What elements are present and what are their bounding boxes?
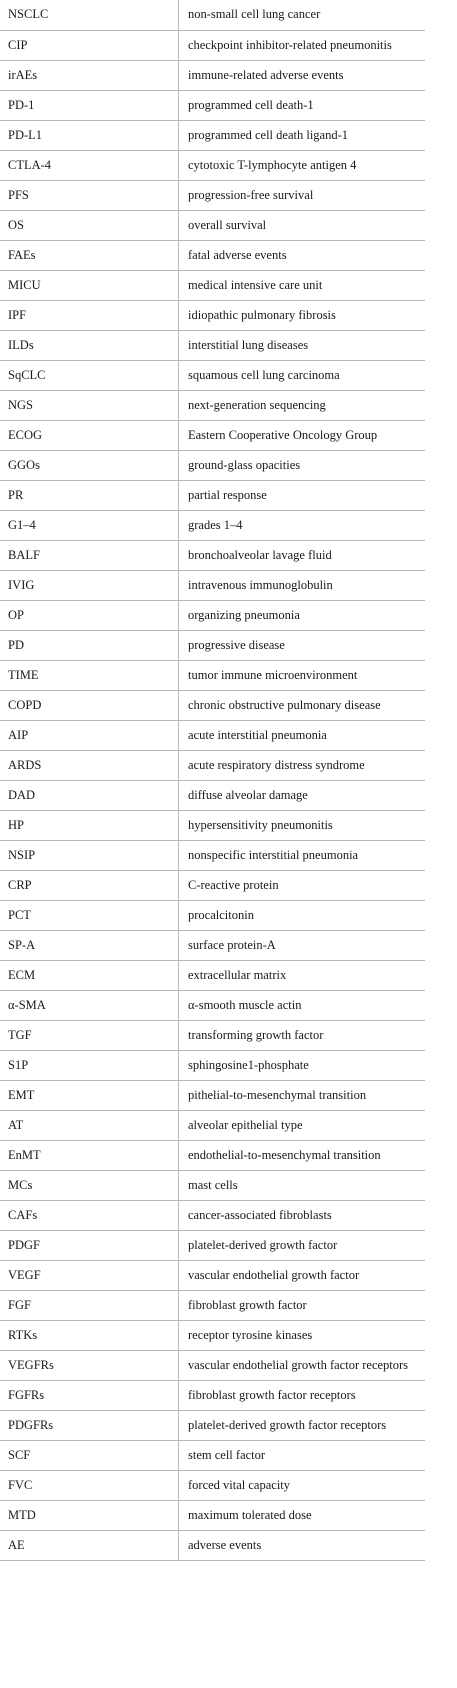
abbreviation-cell: PR xyxy=(0,480,179,510)
table-row xyxy=(0,1020,425,1050)
definition-cell: acute interstitial pneumonia xyxy=(179,720,426,750)
abbreviation-cell: NSCLC xyxy=(0,0,179,30)
table-row xyxy=(0,690,425,720)
table-row xyxy=(0,1170,425,1200)
table-row xyxy=(0,1410,425,1440)
abbreviation-cell: ECOG xyxy=(0,420,179,450)
abbreviation-cell: G1–4 xyxy=(0,510,179,540)
definition-cell: progression-free survival xyxy=(179,180,426,210)
table-row xyxy=(0,480,425,510)
table-row xyxy=(0,810,425,840)
definition-cell: idiopathic pulmonary fibrosis xyxy=(179,300,426,330)
table-row xyxy=(0,1320,425,1350)
definition-cell: hypersensitivity pneumonitis xyxy=(179,810,426,840)
abbreviation-cell: SCF xyxy=(0,1440,179,1470)
abbreviation-cell: MICU xyxy=(0,270,179,300)
abbreviation-cell: EnMT xyxy=(0,1140,179,1170)
table-row xyxy=(0,600,425,630)
abbreviation-cell: NGS xyxy=(0,390,179,420)
table-row xyxy=(0,1440,425,1470)
abbreviation-cell: HP xyxy=(0,810,179,840)
table-row xyxy=(0,1350,425,1380)
table-row xyxy=(0,390,425,420)
table-row xyxy=(0,1110,425,1140)
abbreviation-cell: NSIP xyxy=(0,840,179,870)
table-row xyxy=(0,990,425,1020)
table-row xyxy=(0,540,425,570)
definition-cell: maximum tolerated dose xyxy=(179,1500,426,1530)
definition-cell: extracellular matrix xyxy=(179,960,426,990)
abbreviation-cell: SqCLC xyxy=(0,360,179,390)
table-row xyxy=(0,900,425,930)
table-row xyxy=(0,1290,425,1320)
table-row xyxy=(0,360,425,390)
abbreviation-cell: OS xyxy=(0,210,179,240)
definition-cell: programmed cell death-1 xyxy=(179,90,426,120)
definition-cell: partial response xyxy=(179,480,426,510)
definition-cell: acute respiratory distress syndrome xyxy=(179,750,426,780)
definition-cell: grades 1–4 xyxy=(179,510,426,540)
table-row xyxy=(0,1050,425,1080)
table-row xyxy=(0,1500,425,1530)
table-row xyxy=(0,150,425,180)
table-row xyxy=(0,840,425,870)
abbreviation-cell: FAEs xyxy=(0,240,179,270)
definition-cell: immune-related adverse events xyxy=(179,60,426,90)
abbreviation-cell: PD-L1 xyxy=(0,120,179,150)
abbreviation-cell: PD xyxy=(0,630,179,660)
abbreviation-cell: DAD xyxy=(0,780,179,810)
abbreviation-cell: COPD xyxy=(0,690,179,720)
abbreviation-cell: PD-1 xyxy=(0,90,179,120)
abbreviation-cell: TIME xyxy=(0,660,179,690)
abbreviation-cell: ILDs xyxy=(0,330,179,360)
definition-cell: cancer-associated fibroblasts xyxy=(179,1200,426,1230)
abbreviation-cell: irAEs xyxy=(0,60,179,90)
abbreviation-cell: AT xyxy=(0,1110,179,1140)
table-row xyxy=(0,1260,425,1290)
table-row xyxy=(0,720,425,750)
definition-cell: ground-glass opacities xyxy=(179,450,426,480)
definition-cell: vascular endothelial growth factor receptors xyxy=(179,1350,426,1380)
definition-cell: interstitial lung diseases xyxy=(179,330,426,360)
definition-cell: nonspecific interstitial pneumonia xyxy=(179,840,426,870)
abbreviation-cell: AE xyxy=(0,1530,179,1560)
abbreviation-cell: ECM xyxy=(0,960,179,990)
table-row xyxy=(0,90,425,120)
table-row xyxy=(0,510,425,540)
table-row xyxy=(0,930,425,960)
table-row xyxy=(0,60,425,90)
definition-cell: receptor tyrosine kinases xyxy=(179,1320,426,1350)
abbreviation-cell: FGFRs xyxy=(0,1380,179,1410)
definition-cell: transforming growth factor xyxy=(179,1020,426,1050)
definition-cell: C-reactive protein xyxy=(179,870,426,900)
abbreviation-cell: IVIG xyxy=(0,570,179,600)
definition-cell: programmed cell death ligand-1 xyxy=(179,120,426,150)
abbreviation-cell: PDGFRs xyxy=(0,1410,179,1440)
table-row xyxy=(0,1200,425,1230)
definition-cell: checkpoint inhibitor-related pneumonitis xyxy=(179,30,426,60)
abbreviation-cell: PFS xyxy=(0,180,179,210)
abbreviation-cell: AIP xyxy=(0,720,179,750)
definition-cell: adverse events xyxy=(179,1530,426,1560)
abbreviation-cell: CIP xyxy=(0,30,179,60)
definition-cell: overall survival xyxy=(179,210,426,240)
table-row xyxy=(0,120,425,150)
abbreviation-cell: α-SMA xyxy=(0,990,179,1020)
abbreviation-cell: VEGF xyxy=(0,1260,179,1290)
table-row xyxy=(0,870,425,900)
table-row xyxy=(0,1380,425,1410)
definition-cell: mast cells xyxy=(179,1170,426,1200)
definition-cell: endothelial-to-mesenchymal transition xyxy=(179,1140,426,1170)
abbreviation-cell: FVC xyxy=(0,1470,179,1500)
definition-cell: tumor immune microenvironment xyxy=(179,660,426,690)
definition-cell: pithelial-to-mesenchymal transition xyxy=(179,1080,426,1110)
definition-cell: surface protein-A xyxy=(179,930,426,960)
definition-cell: vascular endothelial growth factor xyxy=(179,1260,426,1290)
table-row xyxy=(0,1470,425,1500)
definition-cell: progressive disease xyxy=(179,630,426,660)
table-row xyxy=(0,1080,425,1110)
table-row xyxy=(0,660,425,690)
table-row xyxy=(0,300,425,330)
table-row xyxy=(0,570,425,600)
abbreviation-cell: BALF xyxy=(0,540,179,570)
abbreviation-cell: PCT xyxy=(0,900,179,930)
definition-cell: Eastern Cooperative Oncology Group xyxy=(179,420,426,450)
table-row xyxy=(0,450,425,480)
table-row xyxy=(0,270,425,300)
definition-cell: fibroblast growth factor xyxy=(179,1290,426,1320)
abbreviation-cell: GGOs xyxy=(0,450,179,480)
abbreviation-cell: VEGFRs xyxy=(0,1350,179,1380)
table-row xyxy=(0,1140,425,1170)
abbreviation-cell: MTD xyxy=(0,1500,179,1530)
definition-cell: bronchoalveolar lavage fluid xyxy=(179,540,426,570)
definition-cell: alveolar epithelial type xyxy=(179,1110,426,1140)
definition-cell: procalcitonin xyxy=(179,900,426,930)
table-row xyxy=(0,750,425,780)
abbreviation-cell: PDGF xyxy=(0,1230,179,1260)
table-row xyxy=(0,1530,425,1560)
table-row xyxy=(0,1230,425,1260)
definition-cell: next-generation sequencing xyxy=(179,390,426,420)
definition-cell: platelet-derived growth factor receptors xyxy=(179,1410,426,1440)
table-row xyxy=(0,330,425,360)
table-row xyxy=(0,0,425,30)
table-row xyxy=(0,180,425,210)
abbreviation-cell: ARDS xyxy=(0,750,179,780)
definition-cell: sphingosine1-phosphate xyxy=(179,1050,426,1080)
definition-cell: cytotoxic T-lymphocyte antigen 4 xyxy=(179,150,426,180)
definition-cell: intravenous immunoglobulin xyxy=(179,570,426,600)
table-row xyxy=(0,420,425,450)
abbreviation-cell: RTKs xyxy=(0,1320,179,1350)
definition-cell: squamous cell lung carcinoma xyxy=(179,360,426,390)
definition-cell: medical intensive care unit xyxy=(179,270,426,300)
abbreviation-cell: IPF xyxy=(0,300,179,330)
abbreviation-cell: FGF xyxy=(0,1290,179,1320)
definition-cell: α-smooth muscle actin xyxy=(179,990,426,1020)
abbreviation-cell: OP xyxy=(0,600,179,630)
definition-cell: organizing pneumonia xyxy=(179,600,426,630)
definition-cell: platelet-derived growth factor xyxy=(179,1230,426,1260)
definition-cell: fibroblast growth factor receptors xyxy=(179,1380,426,1410)
table-row xyxy=(0,210,425,240)
definition-cell: forced vital capacity xyxy=(179,1470,426,1500)
abbreviation-cell: CRP xyxy=(0,870,179,900)
table-row xyxy=(0,30,425,60)
definition-cell: non-small cell lung cancer xyxy=(179,0,426,30)
abbreviation-cell: CTLA-4 xyxy=(0,150,179,180)
table-row xyxy=(0,780,425,810)
abbreviation-cell: TGF xyxy=(0,1020,179,1050)
abbreviation-cell: SP-A xyxy=(0,930,179,960)
abbreviation-cell: CAFs xyxy=(0,1200,179,1230)
table-row xyxy=(0,630,425,660)
table-row xyxy=(0,960,425,990)
definition-cell: chronic obstructive pulmonary disease xyxy=(179,690,426,720)
abbreviation-cell: EMT xyxy=(0,1080,179,1110)
definition-cell: stem cell factor xyxy=(179,1440,426,1470)
abbreviation-cell: MCs xyxy=(0,1170,179,1200)
table-row xyxy=(0,240,425,270)
abbreviation-cell: S1P xyxy=(0,1050,179,1080)
definition-cell: fatal adverse events xyxy=(179,240,426,270)
definition-cell: diffuse alveolar damage xyxy=(179,780,426,810)
